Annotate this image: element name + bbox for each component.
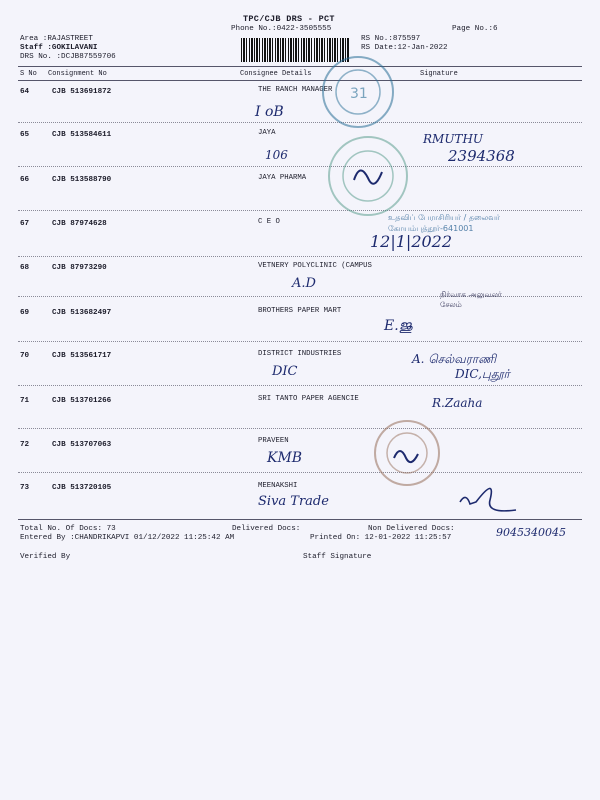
row-consignment: CJB 513720105 bbox=[52, 484, 112, 492]
row-divider bbox=[18, 122, 582, 123]
row-consignee: DISTRICT INDUSTRIES bbox=[258, 350, 342, 358]
column-signature: Signature bbox=[420, 70, 458, 78]
row-sno: 72 bbox=[20, 441, 30, 449]
row-handwriting: KMB bbox=[267, 450, 303, 466]
row-divider bbox=[18, 428, 582, 429]
row-handwriting: Siva Trade bbox=[258, 494, 329, 509]
pharma-seal-stamp bbox=[328, 136, 408, 216]
row-divider bbox=[18, 385, 582, 386]
row-sno: 70 bbox=[20, 352, 30, 360]
bank-seal-stamp bbox=[374, 420, 440, 486]
receiver-name-handwriting: RMUTHU bbox=[423, 132, 484, 146]
header-divider-bottom bbox=[18, 80, 582, 81]
row-divider bbox=[18, 256, 582, 257]
row-consignee: SRI TANTO PAPER AGENCIE bbox=[258, 395, 359, 403]
row-sno: 65 bbox=[20, 131, 30, 139]
row-sno: 66 bbox=[20, 176, 30, 184]
row-sno: 68 bbox=[20, 264, 30, 272]
column-sno: S No bbox=[20, 70, 37, 78]
total-docs: Total No. Of Docs: 73 bbox=[20, 525, 116, 533]
page-number: Page No.:6 bbox=[452, 25, 498, 33]
row-handwriting: A.D bbox=[292, 276, 316, 291]
row-divider bbox=[18, 210, 582, 211]
receiver-phone-handwriting: 2394368 bbox=[448, 147, 515, 165]
brothers-stamp-line-2: சேலம் bbox=[440, 300, 462, 309]
column-consignment: Consignment No bbox=[48, 70, 107, 78]
row-sno: 73 bbox=[20, 484, 30, 492]
row-consignment: CJB 513584611 bbox=[52, 131, 112, 139]
row-consignee: PRAVEEN bbox=[258, 437, 289, 445]
row-sno: 71 bbox=[20, 397, 30, 405]
verified-by: Verified By bbox=[20, 553, 71, 561]
row-consignment: CJB 513707063 bbox=[52, 441, 112, 449]
row-handwriting: DIC bbox=[272, 364, 298, 379]
vet-stamp-line-1: உதவிப் பேராசிரியர் / தலைவர் bbox=[388, 213, 501, 222]
row-divider bbox=[18, 166, 582, 167]
pharma-seal-icon bbox=[330, 138, 406, 214]
row-consignment: CJB 87974628 bbox=[52, 220, 107, 228]
bank-seal-icon bbox=[376, 422, 438, 484]
row-consignee: JAYA bbox=[258, 129, 276, 137]
receiver-signature-handwriting: R.Zaaha bbox=[432, 396, 483, 410]
document-title: TPC/CJB DRS - PCT bbox=[243, 14, 335, 24]
rs-number: RS No.:875597 bbox=[361, 35, 421, 43]
header-divider-top bbox=[18, 66, 582, 67]
receiver-office-handwriting: DIC,புதூர் bbox=[455, 367, 510, 381]
footer-divider bbox=[18, 519, 582, 520]
row-consignment: CJB 513561717 bbox=[52, 352, 112, 360]
row-handwriting: 106 bbox=[265, 148, 288, 162]
row-consignee: THE RANCH MANAGER bbox=[258, 86, 333, 94]
staff-label: Staff :GOKILAVANI bbox=[20, 44, 98, 52]
phone-number: Phone No.:0422-3505555 bbox=[231, 25, 332, 33]
row-consignment: CJB 513682497 bbox=[52, 309, 112, 317]
entered-by: Entered By :CHANDRIKAPVI 01/12/2022 11:25:42 AM bbox=[20, 534, 235, 542]
printed-on: Printed On: 12-01-2022 11:25:57 bbox=[310, 534, 452, 542]
brothers-office-stamp bbox=[440, 290, 502, 310]
row-consignee: MEENAKSHI bbox=[258, 482, 298, 490]
svg-text:31: 31 bbox=[350, 86, 368, 102]
row-consignee: JAYA PHARMA bbox=[258, 174, 307, 182]
rs-date: RS Date:12-Jan-2022 bbox=[361, 44, 448, 52]
brothers-stamp-line-1: நிர்வாக அலுவலர் bbox=[440, 290, 502, 299]
row-consignee: VETNERY POLYCLINIC (CAMPUS bbox=[258, 262, 372, 270]
signature-flourish-icon bbox=[456, 478, 536, 522]
receiver-name-handwriting: A. செல்வராணி bbox=[412, 352, 497, 366]
delivered-docs: Delivered Docs: bbox=[232, 525, 301, 533]
row-sno: 69 bbox=[20, 309, 30, 317]
vet-stamp-line-2: கோயம்புத்தூர்-641001 bbox=[388, 224, 474, 233]
row-handwriting: E.ജു bbox=[384, 318, 413, 334]
row-sno: 64 bbox=[20, 88, 30, 96]
row-handwriting: I oB bbox=[255, 104, 284, 120]
row-consignee: C E O bbox=[258, 218, 280, 226]
staff-signature-label: Staff Signature bbox=[303, 553, 372, 561]
seal-ring-icon bbox=[324, 58, 392, 126]
row-consignment: CJB 513691872 bbox=[52, 88, 112, 96]
vet-office-stamp bbox=[388, 212, 500, 234]
drs-number: DRS No. :DCJB87559706 bbox=[20, 53, 116, 61]
area-label: Area :RAJASTREET bbox=[20, 35, 93, 43]
company-seal-stamp bbox=[322, 56, 394, 128]
row-consignment: CJB 513588790 bbox=[52, 176, 112, 184]
row-consignment: CJB 87973290 bbox=[52, 264, 107, 272]
row-consignee: BROTHERS PAPER MART bbox=[258, 307, 342, 315]
row-sno: 67 bbox=[20, 220, 30, 228]
column-consignee: Consignee Details bbox=[240, 70, 312, 78]
row-handwriting: 12|1|2022 bbox=[370, 232, 453, 251]
non-delivered-docs: Non Delivered Docs: bbox=[368, 525, 455, 533]
row-divider bbox=[18, 341, 582, 342]
row-consignment: CJB 513701266 bbox=[52, 397, 112, 405]
delivery-phone-handwriting: 9045340045 bbox=[496, 526, 566, 539]
row-divider bbox=[18, 472, 582, 473]
